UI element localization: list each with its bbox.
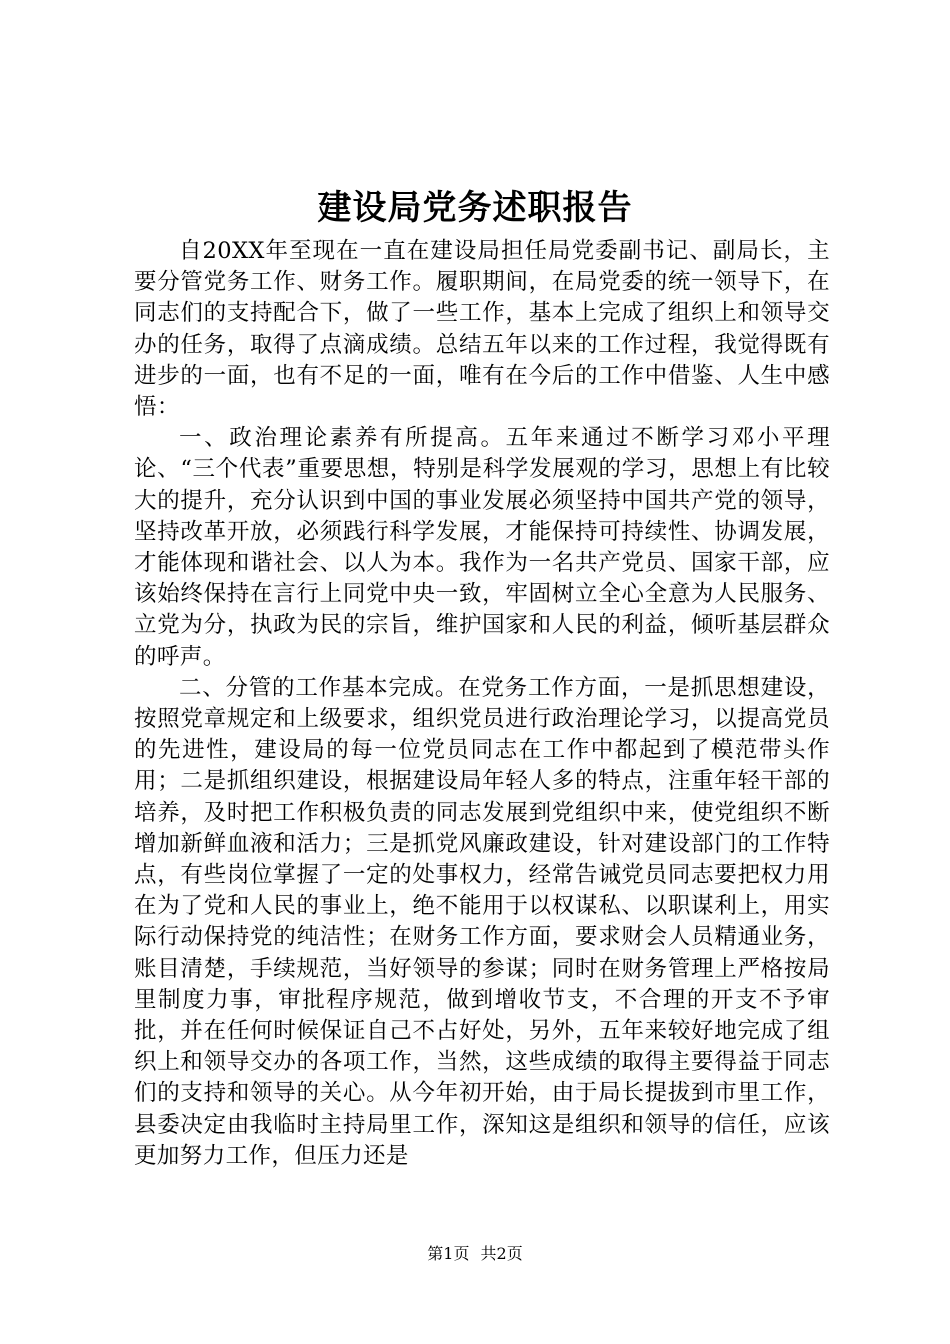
page-footer [0, 1242, 950, 1266]
paragraph-political-theory: 一、政治理论素养有所提高。五年来通过不断学习邓小平理论、“三个代表”重要思想，特别是科学发展观的学习，思想上有比较大的提升，充分认识到中国的事业发展必须坚持中国共产党的领导，坚持改革开放，必须践行科学发展，才能保持可持续性、协调发展，才能体现和谐社会、以人为本。我作为一名共产党员、国家干部，应该始终保持在言行上同党中央一致，牢固树立全心全意为人民服务、立党为分，执政为民的宗旨，维护国家和人民的利益，倾听基层群众的呼声。 [134, 425, 830, 670]
paragraph-work-completion: 二、分管的工作基本完成。在党务工作方面，一是抓思想建设，按照党章规定和上级要求，组织党员进行政治理论学习，以提高党员的先进性，建设局的每一位党员同志在工作中都起到了模范带头作用；二是抓组织建设，根据建设局年轻人多的特点，注重年轻干部的培养，及时把工作积极负责的同志发展到党组织中来，使党组织不断增加新鲜血液和活力；三是抓党风廉政建设，针对建设部门的工作特点，有些岗位掌握了一定的处事权力，经常告诫党员同志要把权力用在为了党和人民的事业上，绝不能用于以权谋私、以职谋利上，用实际行动保持党的纯洁性；在财务工作方面，要求财会人员精通业务，账目清楚，手续规范，当好领导的参谋；同时在财务管理上严格按局里制度力事，审批程序规范，做到增收节支，不合理的开支不予审批，并在任何时候保证自己不占好处，另外，五年来较好地完成了组织上和领导交办的各项工作，当然，这些成绩的取得主要得益于同志们的支持和领导的关心。从今年初开始，由于局长提拔到市里工作，县委决定由我临时主持局里工作，深知这是组织和领导的信任，应该更加努力工作，但压力还是 [134, 674, 830, 1169]
page-number-total: 共2页 [480, 1244, 523, 1263]
page-number-current: 第1页 [427, 1244, 470, 1263]
paragraph-intro: 自20XX年至现在一直在建设局担任局党委副书记、副局长，主要分管党务工作、财务工作。履职期间，在局党委的统一领导下，在同志们的支持配合下，做了一些工作，基本上完成了组织上和领导交办的任务，取得了点滴成绩。总结五年以来的工作过程，我觉得既有进步的一面，也有不足的一面，唯有在今后的工作中借鉴、人生中感悟： [134, 238, 830, 421]
document-title: 建设局党务述职报告 [317, 188, 633, 228]
document-body [134, 236, 830, 1172]
